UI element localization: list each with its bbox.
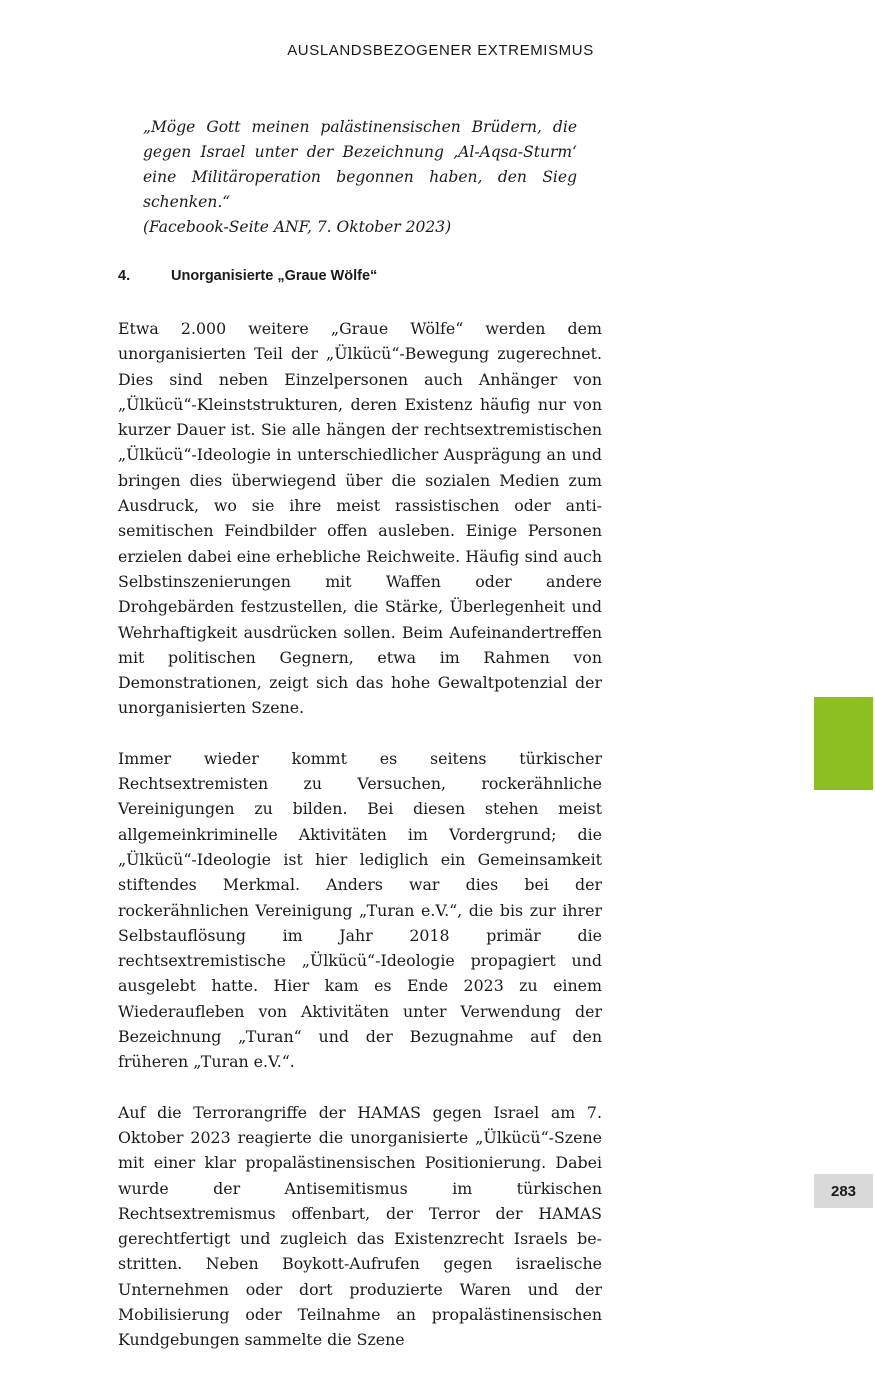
page-number: 283 bbox=[814, 1174, 873, 1208]
section-heading bbox=[118, 268, 598, 284]
chapter-tab-marker bbox=[814, 697, 873, 790]
paragraph: Auf die Terrorangriffe der HAMAS gegen Israel am 7. Oktober 2023 reagierte die unorganisierte „Ülkücü“-Szene mit einer klar propalästinensischen Positionierung. Dabei wurde der Antisemitismus im türkischen Rechtsextremismus offenbart, der Terror der HAMAS gerechtfertigt und zugleich das Existenzrecht Israels bestritten. Neben Boykott-Aufrufen gegen israelische Unternehmen oder dort produzierte Waren und der Mobilisierung oder Teilnahme an propalästinensischen Kundgebungen sammelte die Szene bbox=[118, 1102, 602, 1350]
section-number: 4. bbox=[118, 268, 131, 284]
section-title: Unorganisierte „Graue Wölfe“ bbox=[171, 268, 378, 284]
quote-source: (Facebook-Seite ANF, 7. Oktober 2023) bbox=[143, 218, 452, 236]
body-text bbox=[118, 316, 602, 1378]
quote-text: „Möge Gott meinen palästinensischen Brüdern, die gegen Israel unter der Bezeichnung ‚Al-Aqsa-Sturm‘ eine Militäroperation begonnen haben, den Sieg schenken.“ bbox=[143, 118, 577, 211]
paragraph: Etwa 2.000 weitere „Graue Wölfe“ werden dem unorganisierten Teil der „Ülkücü“-Bewegung zugerechnet. Dies sind neben Einzelpersonen auch Anhänger von „Ülkücü“-Kleinststrukturen, deren Existenz häufig nur von kurzer Dauer ist. Sie alle hängen der rechtsextremistischen „Ülkücü“-Ideologie in unterschiedlicher Ausprägung an und bringen dies überwiegend über die sozialen Medien zum Ausdruck, wo sie ihre meist rassistischen oder antisemitischen Feindbilder offen ausleben. Einige Personen erzielen dabei eine erhebliche Reichweite. Häufig sind auch Selbstinszenierungen mit Waffen oder andere Drohgebärden festzustellen, die Stärke, Überlegenheit und Wehrhaftigkeit ausdrücken sollen. Beim Aufeinandertreffen mit politischen Gegnern, etwa im Rahmen von Demonstrationen, zeigt sich das hohe Gewaltpotenzial der unorganisierten Szene. bbox=[118, 319, 602, 718]
running-header: AUSLANDSBEZOGENER EXTREMISMUS bbox=[287, 42, 594, 59]
paragraph: Immer wieder kommt es seitens türkischer Rechtsextremisten zu Versuchen, rockerähnliche Vereinigungen zu bilden. Bei diesen stehen meist allgemeinkriminelle Aktivitäten im Vordergrund; die „Ülkücü“-Ideologie ist hier lediglich ein Gemeinsamkeit stiftendes Merkmal. Anders war dies bei der rockerähnlichen Vereinigung „Turan e.V.“, die bis zur ihrer Selbstauflösung im Jahr 2018 primär die rechtsextremistische „Ülkücü“-Ideologie propagiert und ausgelebt hatte. Hier kam es Ende 2023 zu einem Wiederaufleben von Aktivitäten unter Verwendung der Bezeichnung „Turan“ und der Bezugnahme auf den früheren „Turan e.V.“. bbox=[118, 748, 602, 1072]
block-quote bbox=[143, 115, 577, 240]
